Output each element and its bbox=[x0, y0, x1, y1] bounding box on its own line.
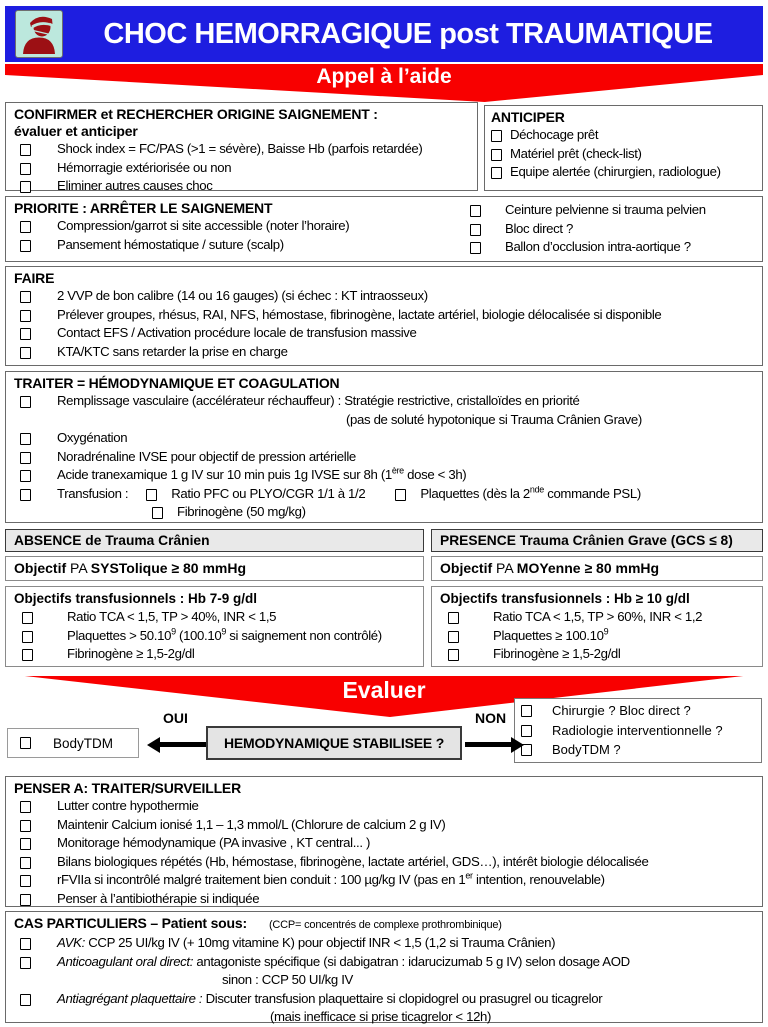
list-item: Contact EFS / Activation procédure locale de transfusion massive bbox=[14, 324, 754, 343]
list-item: Penser à l’antibiothérapie si indiquée bbox=[14, 890, 754, 909]
banner-appel-aide bbox=[5, 64, 763, 102]
priorite-title: PRIORITE : ARRÊTER LE SAIGNEMENT bbox=[14, 200, 273, 216]
list-item: Compression/garrot si site accessible (noter l’horaire) bbox=[14, 217, 470, 236]
checkbox-icon bbox=[491, 149, 502, 161]
evaluate-flow bbox=[5, 676, 763, 772]
checkbox-icon bbox=[20, 433, 31, 445]
page-title: CHOC HEMORRAGIQUE post TRAUMATIQUE bbox=[103, 17, 713, 50]
checkbox-icon bbox=[20, 291, 31, 303]
checkbox-icon bbox=[491, 130, 502, 142]
absence-objectif: Objectif PA SYSTolique ≥ 80 mmHg bbox=[5, 556, 424, 581]
checkbox-icon bbox=[20, 347, 31, 359]
list-item: AVK: CCP 25 UI/kg IV (+ 10mg vitamine K) pour objectif INR < 1,5 (1,2 si Trauma Crânien) bbox=[14, 934, 754, 953]
list-item: Plaquettes > $50.10^9$ (100.10$^9$ si saignement non contrôlé) bbox=[14, 627, 415, 646]
checkbox-icon bbox=[20, 310, 31, 322]
box-penser bbox=[5, 776, 763, 907]
list-item: Eliminer autres causes choc bbox=[14, 177, 469, 196]
row-trauma-columns bbox=[5, 529, 763, 674]
cas-title-note: (CCP= concentrés de complexe prothrombinique) bbox=[268, 919, 502, 931]
checkbox-icon bbox=[20, 957, 31, 969]
list-item: Fibrinogène (50 mg/kg) bbox=[14, 503, 754, 522]
confirmer-title-line1: CONFIRMER et RECHERCHER ORIGINE SAIGNEMENT : bbox=[14, 106, 378, 122]
box-anticiper bbox=[484, 105, 763, 191]
checkbox-icon bbox=[20, 240, 31, 252]
checkbox-icon bbox=[22, 649, 33, 661]
cas-title: CAS PARTICULIERS – Patient sous: (CCP= concentrés de complexe prothrombinique) bbox=[14, 915, 502, 931]
penser-title: PENSER A: TRAITER/SURVEILLER bbox=[14, 780, 241, 796]
checkbox-icon bbox=[20, 894, 31, 906]
list-item: Bilans biologiques répétés (Hb, hémostase, fibrinogène, lactate artériel, GDS…), intérêt biologie délocalisée bbox=[14, 853, 754, 872]
checkbox-icon bbox=[20, 737, 31, 749]
plaquettes-psl: Plaquettes (dès la 2nde commande PSL) bbox=[420, 484, 641, 501]
list-item: Prélever groupes, rhésus, RAI, NFS, hémostase, fibrinogène, lactate artériel, biologie délocalisée si disponible bbox=[14, 306, 754, 325]
checkbox-icon bbox=[20, 470, 31, 482]
list-item: Ballon d’occlusion intra-aortique ? bbox=[470, 238, 754, 257]
box-faire bbox=[5, 266, 763, 366]
column-presence bbox=[431, 529, 763, 674]
absence-header: ABSENCE de Trauma Crânien bbox=[5, 529, 424, 552]
anticiper-title: ANTICIPER bbox=[491, 109, 565, 125]
checkbox-icon bbox=[152, 507, 163, 519]
list-item: Chirurgie ? Bloc direct ? bbox=[521, 701, 755, 721]
checkbox-icon bbox=[448, 612, 459, 624]
list-item: Déchocage prêt bbox=[491, 126, 756, 145]
transfusion-label: Transfusion : bbox=[57, 485, 129, 501]
faire-title: FAIRE bbox=[14, 270, 55, 286]
list-item: 2 VVP de bon calibre (14 ou 16 gauges) (si échec : KT intraosseux) bbox=[14, 287, 754, 306]
presence-trans-title: Objectifs transfusionnels : Hb ≥ 10 g/dl bbox=[440, 591, 690, 606]
list-item: BodyTDM ? bbox=[521, 740, 755, 760]
medic-person-icon bbox=[19, 14, 59, 54]
checkbox-icon bbox=[470, 224, 481, 236]
list-item: Hémorragie extériorisée ou non bbox=[14, 159, 469, 178]
checkbox-icon bbox=[20, 938, 31, 950]
list-item: Matériel prêt (check-list) bbox=[491, 145, 756, 164]
list-item: Oxygénation bbox=[14, 429, 754, 448]
box-non-options bbox=[514, 698, 762, 763]
presence-objectif: Objectif PA MOYenne ≥ 80 mmHg bbox=[431, 556, 763, 581]
checkbox-icon bbox=[20, 801, 31, 813]
banner-evaluer-label: Evaluer bbox=[342, 677, 426, 703]
list-item: Ratio TCA < 1,5, TP > 60%, INR < 1,2 bbox=[440, 608, 754, 627]
checkbox-icon bbox=[20, 838, 31, 850]
checkbox-icon bbox=[448, 631, 459, 643]
checkbox-icon bbox=[521, 725, 532, 737]
checkbox-icon bbox=[20, 875, 31, 887]
list-item: Shock index = FC/PAS (>1 = sévère), Baisse Hb (parfois retardée) bbox=[14, 140, 469, 159]
checkbox-icon bbox=[20, 181, 31, 193]
list-item: KTA/KTC sans retarder la prise en charge bbox=[14, 343, 754, 362]
list-item: rFVIIa si incontrôlé malgré traitement bien conduit : 100 µg/kg IV (pas en 1er intention, renouvelable) bbox=[14, 871, 754, 890]
checkbox-icon bbox=[22, 631, 33, 643]
presence-header: PRESENCE Trauma Crânien Grave (GCS ≤ 8) bbox=[431, 529, 763, 552]
list-item: Lutter contre hypothermie bbox=[14, 797, 754, 816]
row-confirm-anticipate bbox=[5, 102, 763, 191]
checkbox-icon bbox=[20, 163, 31, 175]
antiplq-continuation: (mais inefficace si prise ticagrelor < 12h) bbox=[270, 1009, 492, 1024]
checkbox-icon bbox=[20, 489, 31, 501]
list-item: Equipe alertée (chirurgien, radiologue) bbox=[491, 163, 756, 182]
arrow-left-icon bbox=[152, 742, 206, 747]
checkbox-icon bbox=[448, 649, 459, 661]
box-bodytdm: BodyTDM bbox=[7, 728, 139, 758]
box-confirmer bbox=[5, 102, 478, 191]
list-item: Ratio TCA < 1,5, TP > 40%, INR < 1,5 bbox=[14, 608, 415, 627]
traiter-title: TRAITER = HÉMODYNAMIQUE ET COAGULATION bbox=[14, 375, 340, 391]
list-item: Fibrinogène ≥ 1,5-2g/dl bbox=[14, 645, 415, 664]
list-item: Anticoagulant oral direct: antagoniste spécifique (si dabigatran : idarucizumab 5 g IV) selon dosage AOD bbox=[14, 953, 754, 972]
list-item: Antiagrégant plaquettaire : Discuter transfusion plaquettaire si clopidogrel ou prasugrel ou ticagrelor bbox=[14, 990, 754, 1009]
decision-hemodynamique: HEMODYNAMIQUE STABILISEE ? bbox=[206, 726, 462, 760]
presence-transfusion-box bbox=[431, 586, 763, 667]
box-cas-particuliers bbox=[5, 911, 763, 1023]
label-non: NON bbox=[475, 710, 507, 726]
list-item-transfusion bbox=[14, 485, 754, 504]
list-item: Acide tranexamique 1 g IV sur 10 min puis 1g IVSE sur 8h (1ère dose < 3h) bbox=[14, 466, 754, 485]
list-item: Pansement hémostatique / suture (scalp) bbox=[14, 236, 470, 255]
confirmer-title-line2: évaluer et anticiper bbox=[14, 123, 138, 139]
checkbox-icon bbox=[20, 328, 31, 340]
list-item: Maintenir Calcium ionisé 1,1 – 1,3 mmol/L (Chlorure de calcium 2 g IV) bbox=[14, 816, 754, 835]
box-traiter bbox=[5, 371, 763, 523]
list-item: Monitorage hémodynamique (PA invasive , KT central... ) bbox=[14, 834, 754, 853]
checkbox-icon bbox=[521, 705, 532, 717]
absence-trans-title: Objectifs transfusionnels : Hb 7-9 g/dl bbox=[14, 591, 258, 606]
checkbox-icon bbox=[20, 820, 31, 832]
checkbox-icon bbox=[20, 994, 31, 1006]
absence-transfusion-box bbox=[5, 586, 424, 667]
medic-avatar bbox=[15, 10, 63, 58]
checkbox-icon bbox=[395, 489, 406, 501]
list-item: Fibrinogène ≥ 1,5-2g/dl bbox=[440, 645, 754, 664]
checkbox-icon bbox=[22, 612, 33, 624]
checkbox-icon bbox=[20, 452, 31, 464]
list-item: Noradrénaline IVSE pour objectif de pression artérielle bbox=[14, 448, 754, 467]
remplissage-continuation: (pas de soluté hypotonique si Trauma Crânien Grave) bbox=[346, 411, 642, 427]
list-item: Remplissage vasculaire (accélérateur réchauffeur) : Stratégie restrictive, cristalloïdes en priorité bbox=[14, 392, 754, 411]
title-bar bbox=[5, 6, 763, 62]
list-item: Radiologie interventionnelle ? bbox=[521, 721, 755, 741]
list-item: Bloc direct ? bbox=[470, 220, 754, 239]
column-absence bbox=[5, 529, 424, 674]
checkbox-icon bbox=[20, 396, 31, 408]
checkbox-icon bbox=[20, 144, 31, 156]
checkbox-icon bbox=[470, 205, 481, 217]
label-oui: OUI bbox=[163, 710, 188, 726]
ratio-pfc: Ratio PFC ou PLYO/CGR 1/1 à 1/2 bbox=[171, 485, 366, 501]
checkbox-icon bbox=[491, 167, 502, 179]
checkbox-icon bbox=[20, 221, 31, 233]
checkbox-icon bbox=[146, 489, 157, 501]
list-item: Plaquettes ≥ $100.10^9$ bbox=[440, 627, 754, 646]
banner-appel-label: Appel à l’aide bbox=[316, 65, 452, 88]
aod-continuation: sinon : CCP 50 UI/kg IV bbox=[222, 972, 353, 987]
arrow-right-icon bbox=[465, 742, 519, 747]
checkbox-icon bbox=[470, 242, 481, 254]
checkbox-icon bbox=[20, 857, 31, 869]
list-item: Ceinture pelvienne si trauma pelvien bbox=[470, 201, 754, 220]
box-priorite bbox=[5, 196, 763, 262]
